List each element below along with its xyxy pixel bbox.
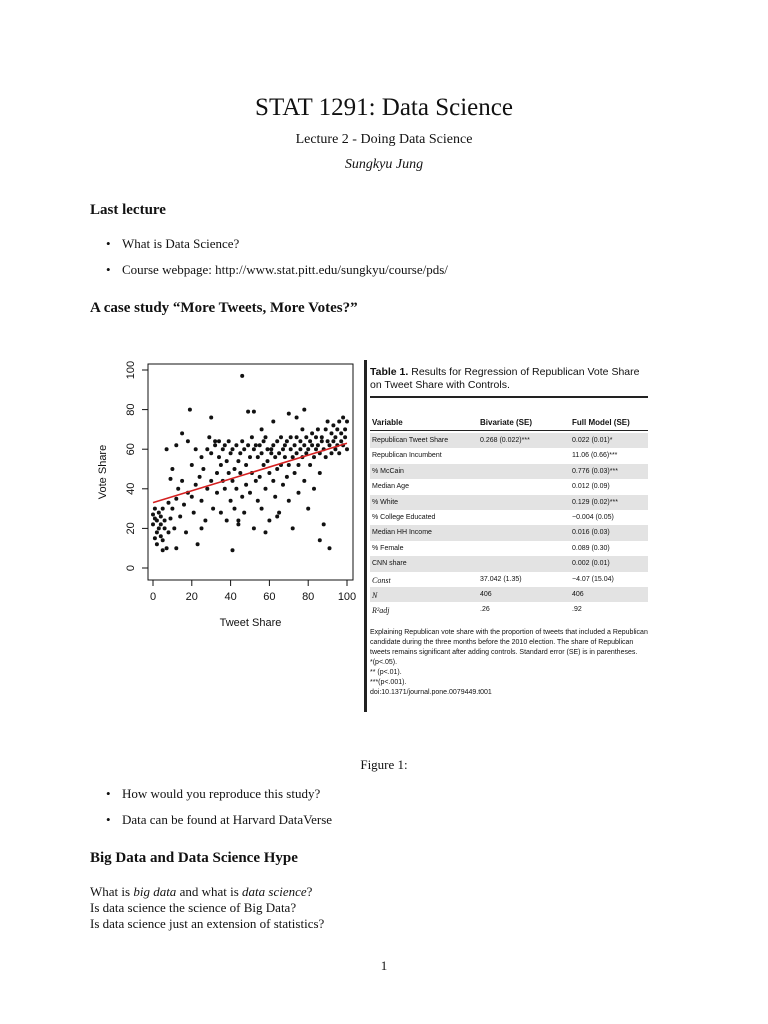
data-point bbox=[190, 495, 194, 499]
paragraph-line bbox=[90, 884, 324, 900]
table-cell: 0.012 (0.09) bbox=[572, 483, 610, 491]
data-point bbox=[328, 546, 332, 550]
data-point bbox=[225, 459, 229, 463]
x-axis bbox=[150, 580, 356, 603]
table-cell: Republican Tweet Share bbox=[372, 437, 449, 444]
table-row bbox=[370, 541, 648, 556]
data-point bbox=[314, 435, 318, 439]
section-heading-case-study: A case study “More Tweets, More Votes?” bbox=[90, 300, 358, 316]
emphasis-text: data science bbox=[242, 884, 307, 899]
data-point bbox=[165, 447, 169, 451]
data-point bbox=[285, 475, 289, 479]
x-tick-label: 20 bbox=[185, 591, 198, 603]
data-point bbox=[170, 507, 174, 511]
table-cell: 0.268 (0.022)*** bbox=[480, 437, 530, 444]
data-point bbox=[159, 534, 163, 538]
data-point bbox=[178, 515, 182, 519]
table-cell: CNN share bbox=[372, 560, 407, 568]
data-point bbox=[223, 487, 227, 491]
section-heading-last-lecture: Last lecture bbox=[90, 202, 166, 218]
data-point bbox=[291, 526, 295, 530]
data-point bbox=[326, 420, 330, 424]
author-name: Sungkyu Jung bbox=[344, 157, 424, 172]
data-point bbox=[283, 455, 287, 459]
table-cell: Median Age bbox=[372, 483, 409, 491]
data-point bbox=[298, 439, 302, 443]
data-point bbox=[281, 447, 285, 451]
data-point bbox=[260, 427, 264, 431]
data-point bbox=[194, 483, 198, 487]
table-title bbox=[370, 366, 648, 392]
data-point bbox=[215, 491, 219, 495]
data-point bbox=[262, 439, 266, 443]
data-point bbox=[287, 463, 291, 467]
data-point bbox=[252, 526, 256, 530]
data-point bbox=[184, 530, 188, 534]
data-point bbox=[298, 447, 302, 451]
table-cell: 11.06 (0.66)*** bbox=[572, 452, 618, 460]
data-point bbox=[207, 435, 211, 439]
y-tick-label: 60 bbox=[125, 443, 137, 456]
table-cell: N bbox=[372, 590, 378, 600]
data-point bbox=[287, 499, 291, 503]
table-cell: −0.004 (0.05) bbox=[572, 513, 614, 521]
data-point bbox=[200, 499, 204, 503]
table-cell: % White bbox=[372, 498, 399, 506]
table-cell: −4.07 (15.04) bbox=[572, 575, 614, 583]
table-note: ** (p<.01). bbox=[370, 669, 402, 676]
table-row bbox=[370, 602, 648, 617]
table-row bbox=[370, 510, 648, 525]
table-row bbox=[370, 448, 648, 463]
data-point bbox=[297, 463, 301, 467]
data-point bbox=[302, 443, 306, 447]
scatter-plot-figure bbox=[90, 352, 360, 632]
data-point bbox=[267, 519, 271, 523]
data-point bbox=[316, 427, 320, 431]
table-cell: 0.002 (0.01) bbox=[572, 560, 610, 568]
data-point bbox=[281, 483, 285, 487]
table-number: Table 1. bbox=[370, 366, 409, 378]
data-point bbox=[234, 443, 238, 447]
emphasis-text: big data bbox=[133, 884, 177, 899]
data-point bbox=[172, 526, 176, 530]
data-point bbox=[225, 519, 229, 523]
list-item: • How would you reproduce this study? bbox=[104, 786, 332, 802]
data-point bbox=[312, 455, 316, 459]
data-point bbox=[151, 513, 155, 517]
table-cell: 0.022 (0.01)* bbox=[572, 437, 613, 444]
data-point bbox=[192, 511, 196, 515]
data-point bbox=[258, 443, 262, 447]
y-axis-label: Vote Share bbox=[97, 444, 109, 500]
data-point bbox=[176, 487, 180, 491]
data-point bbox=[314, 447, 318, 451]
data-point bbox=[240, 374, 244, 378]
data-point bbox=[295, 435, 299, 439]
data-point bbox=[289, 447, 293, 451]
paragraph-line: Is data science just an extension of statistics? bbox=[90, 916, 325, 931]
data-point bbox=[219, 463, 223, 467]
data-point bbox=[273, 455, 277, 459]
data-point bbox=[260, 451, 264, 455]
table-note: *(p<.05). bbox=[370, 659, 398, 666]
data-point bbox=[331, 423, 335, 427]
data-point bbox=[262, 463, 266, 467]
data-point bbox=[248, 455, 252, 459]
data-point bbox=[236, 459, 240, 463]
case-study-list bbox=[104, 786, 332, 838]
data-point bbox=[295, 416, 299, 420]
table-notes bbox=[370, 628, 650, 698]
data-point bbox=[244, 463, 248, 467]
data-point bbox=[345, 420, 349, 424]
x-axis-label: Tweet Share bbox=[219, 617, 282, 629]
data-point bbox=[252, 410, 256, 414]
data-point bbox=[320, 435, 324, 439]
table-row bbox=[370, 525, 648, 540]
data-point bbox=[188, 408, 192, 412]
data-point bbox=[190, 463, 194, 467]
table-cell: 406 bbox=[572, 590, 584, 598]
data-point bbox=[242, 511, 246, 515]
data-point bbox=[318, 471, 322, 475]
section-heading-big-data: Big Data and Data Science Hype bbox=[90, 850, 298, 866]
y-tick-label: 0 bbox=[125, 564, 137, 572]
data-point bbox=[337, 451, 341, 455]
data-point bbox=[335, 427, 339, 431]
table-cell: .26 bbox=[480, 606, 490, 614]
data-point bbox=[322, 522, 326, 526]
column-header: Variable bbox=[372, 418, 403, 427]
data-point bbox=[310, 431, 314, 435]
data-point bbox=[213, 439, 217, 443]
table-cell: Const bbox=[372, 575, 391, 585]
table-cell: % McCain bbox=[372, 467, 404, 475]
table-cell: 0.776 (0.03)*** bbox=[572, 467, 618, 475]
regression-table bbox=[364, 360, 648, 712]
data-point bbox=[277, 451, 281, 455]
list-item: • Data can be found at Harvard DataVerse bbox=[104, 812, 332, 828]
data-point bbox=[343, 427, 347, 431]
data-point bbox=[209, 479, 213, 483]
table-cell: .92 bbox=[572, 606, 582, 614]
table-cell: 37.042 (1.35) bbox=[480, 575, 522, 583]
y-tick-label: 80 bbox=[125, 403, 137, 416]
data-point bbox=[264, 530, 268, 534]
data-point bbox=[231, 548, 235, 552]
data-point bbox=[182, 503, 186, 507]
page-number: 1 bbox=[380, 958, 388, 973]
data-point bbox=[306, 447, 310, 451]
paragraph-line: Is data science the science of Big Data? bbox=[90, 900, 297, 915]
data-point bbox=[293, 443, 297, 447]
data-point bbox=[209, 416, 213, 420]
list-item: • Course webpage: http://www.stat.pitt.edu/sungkyu/course/pds/ bbox=[104, 262, 448, 278]
table-top-rule bbox=[370, 396, 648, 398]
data-point bbox=[236, 519, 240, 523]
data-point bbox=[300, 427, 304, 431]
data-point bbox=[151, 522, 155, 526]
data-point bbox=[233, 507, 237, 511]
data-point bbox=[217, 439, 221, 443]
data-point bbox=[157, 511, 161, 515]
data-point bbox=[326, 439, 330, 443]
data-point bbox=[339, 439, 343, 443]
data-point bbox=[200, 526, 204, 530]
data-point bbox=[167, 501, 171, 505]
data-point bbox=[266, 447, 270, 451]
data-point bbox=[209, 451, 213, 455]
data-point bbox=[273, 495, 277, 499]
y-tick-label: 40 bbox=[125, 482, 137, 495]
lecture-subtitle: Lecture 2 - Doing Data Science bbox=[295, 132, 473, 147]
table-note: Explaining Republican vote share with the proportion of tweets that included a Republican candidate during the three months before the 2010 election. The share of Republican tweets remains significant after adding controls. Standard error (SE) is in parentheses. bbox=[370, 629, 648, 656]
data-point bbox=[240, 439, 244, 443]
table-row bbox=[370, 495, 648, 510]
table-cell: 406 bbox=[480, 590, 492, 598]
data-point bbox=[339, 431, 343, 435]
table-cell: 0.016 (0.03) bbox=[572, 529, 610, 537]
data-point bbox=[196, 542, 200, 546]
data-point bbox=[242, 447, 246, 451]
data-point bbox=[229, 451, 233, 455]
data-point bbox=[295, 451, 299, 455]
data-point bbox=[165, 546, 169, 550]
table-cell: 0.089 (0.30) bbox=[572, 544, 610, 552]
data-point bbox=[153, 536, 157, 540]
data-point bbox=[233, 467, 237, 471]
data-point bbox=[256, 455, 260, 459]
data-point bbox=[293, 471, 297, 475]
y-tick-label: 20 bbox=[125, 522, 137, 535]
x-tick-label: 80 bbox=[302, 591, 315, 603]
data-point bbox=[155, 542, 159, 546]
data-point bbox=[297, 491, 301, 495]
data-point bbox=[155, 519, 159, 523]
data-point bbox=[287, 412, 291, 416]
table-doi: doi:10.1371/journal.pone.0079449.t001 bbox=[370, 689, 492, 696]
column-header: Bivariate (SE) bbox=[480, 418, 533, 427]
data-point bbox=[250, 435, 254, 439]
data-point bbox=[264, 487, 268, 491]
data-point bbox=[163, 526, 167, 530]
data-point bbox=[221, 447, 225, 451]
data-point bbox=[258, 475, 262, 479]
data-point bbox=[180, 479, 184, 483]
data-point bbox=[331, 439, 335, 443]
data-point bbox=[157, 526, 161, 530]
data-point bbox=[310, 443, 314, 447]
data-point bbox=[159, 515, 163, 519]
data-point bbox=[337, 420, 341, 424]
table-cell: R²adj bbox=[372, 606, 390, 616]
data-point bbox=[275, 515, 279, 519]
data-point bbox=[266, 459, 270, 463]
data-point bbox=[229, 499, 233, 503]
data-point bbox=[256, 499, 260, 503]
data-point bbox=[330, 431, 334, 435]
text-run: What is bbox=[90, 884, 134, 899]
data-point bbox=[167, 530, 171, 534]
table-row bbox=[370, 464, 648, 479]
data-point bbox=[345, 447, 349, 451]
data-point bbox=[223, 443, 227, 447]
data-point bbox=[161, 548, 165, 552]
page-title: STAT 1291: Data Science bbox=[255, 94, 513, 121]
data-point bbox=[153, 507, 157, 511]
data-point bbox=[328, 443, 332, 447]
data-point bbox=[161, 507, 165, 511]
table-row bbox=[370, 556, 648, 571]
data-point bbox=[269, 447, 273, 451]
scatter-plot bbox=[90, 352, 360, 632]
table-note: ***(p<.001). bbox=[370, 679, 407, 686]
big-data-paragraph bbox=[90, 884, 324, 932]
data-point bbox=[267, 471, 271, 475]
data-point bbox=[316, 443, 320, 447]
list-item: • What is Data Science? bbox=[104, 236, 448, 252]
column-header: Full Model (SE) bbox=[572, 418, 630, 427]
data-point bbox=[203, 519, 207, 523]
data-point bbox=[341, 416, 345, 420]
data-point bbox=[291, 455, 295, 459]
data-point bbox=[308, 463, 312, 467]
data-point bbox=[219, 511, 223, 515]
table-title-text: Results for Regression of Republican Vote Share on Tweet Share with Controls. bbox=[370, 366, 640, 391]
data-point bbox=[169, 477, 173, 481]
data-point bbox=[277, 511, 281, 515]
table-row bbox=[370, 587, 648, 602]
data-point bbox=[285, 439, 289, 443]
data-point bbox=[159, 522, 163, 526]
data-point bbox=[200, 455, 204, 459]
data-point bbox=[231, 447, 235, 451]
data-point bbox=[169, 517, 173, 521]
data-point bbox=[304, 435, 308, 439]
data-point bbox=[198, 475, 202, 479]
data-point bbox=[170, 467, 174, 471]
data-point bbox=[275, 467, 279, 471]
data-point bbox=[161, 538, 165, 542]
data-point bbox=[324, 427, 328, 431]
table-row bbox=[370, 479, 648, 494]
data-point bbox=[174, 443, 178, 447]
data-point bbox=[283, 443, 287, 447]
data-point bbox=[264, 435, 268, 439]
data-point bbox=[333, 435, 337, 439]
table-body bbox=[370, 433, 648, 618]
data-point bbox=[324, 455, 328, 459]
data-point bbox=[244, 483, 248, 487]
data-point bbox=[217, 455, 221, 459]
data-point bbox=[271, 479, 275, 483]
data-point bbox=[306, 507, 310, 511]
x-tick-label: 60 bbox=[263, 591, 276, 603]
data-point bbox=[320, 439, 324, 443]
data-point bbox=[252, 447, 256, 451]
data-point bbox=[213, 443, 217, 447]
data-point bbox=[211, 507, 215, 511]
data-point bbox=[330, 451, 334, 455]
data-point bbox=[205, 487, 209, 491]
data-point bbox=[254, 479, 258, 483]
table-cell: Median HH Income bbox=[372, 529, 432, 537]
data-point bbox=[215, 471, 219, 475]
data-point bbox=[186, 439, 190, 443]
data-point bbox=[271, 420, 275, 424]
data-point bbox=[240, 495, 244, 499]
data-point bbox=[260, 507, 264, 511]
data-point bbox=[248, 491, 252, 495]
table-left-rule bbox=[364, 360, 367, 712]
table-cell: % College Educated bbox=[372, 513, 436, 521]
data-point bbox=[312, 487, 316, 491]
data-point bbox=[234, 487, 238, 491]
table-header-rule bbox=[370, 430, 648, 431]
data-point bbox=[275, 439, 279, 443]
data-point bbox=[174, 497, 178, 501]
table-row bbox=[370, 433, 648, 448]
data-point bbox=[271, 443, 275, 447]
data-point bbox=[155, 530, 159, 534]
data-point bbox=[246, 443, 250, 447]
y-axis bbox=[125, 361, 148, 571]
x-tick-label: 40 bbox=[224, 591, 237, 603]
data-point bbox=[163, 519, 167, 523]
text-run: ? bbox=[306, 884, 313, 899]
data-point bbox=[174, 546, 178, 550]
x-tick-label: 0 bbox=[149, 591, 157, 603]
data-point bbox=[279, 435, 283, 439]
data-point bbox=[201, 467, 205, 471]
data-point bbox=[205, 447, 209, 451]
table-cell: % Female bbox=[372, 544, 404, 552]
data-point bbox=[308, 439, 312, 443]
data-point bbox=[236, 522, 240, 526]
data-points bbox=[151, 374, 349, 552]
data-point bbox=[238, 471, 242, 475]
x-tick-label: 100 bbox=[337, 591, 357, 603]
table-header-row bbox=[370, 416, 648, 430]
data-point bbox=[227, 439, 231, 443]
y-tick-label: 100 bbox=[125, 360, 137, 380]
last-lecture-list bbox=[104, 236, 448, 288]
data-point bbox=[246, 410, 250, 414]
data-point bbox=[343, 435, 347, 439]
data-point bbox=[269, 451, 273, 455]
data-point bbox=[302, 479, 306, 483]
figure-caption: Figure 1: bbox=[360, 757, 408, 772]
table-row bbox=[370, 572, 648, 587]
data-point bbox=[238, 451, 242, 455]
table-cell: Republican Incumbent bbox=[372, 452, 442, 460]
data-point bbox=[302, 408, 306, 412]
data-point bbox=[318, 538, 322, 542]
data-point bbox=[254, 443, 258, 447]
table-cell: 0.129 (0.02)*** bbox=[572, 498, 618, 506]
data-point bbox=[180, 431, 184, 435]
data-point bbox=[227, 471, 231, 475]
text-run: and what is bbox=[176, 884, 243, 899]
data-point bbox=[194, 447, 198, 451]
data-point bbox=[289, 435, 293, 439]
